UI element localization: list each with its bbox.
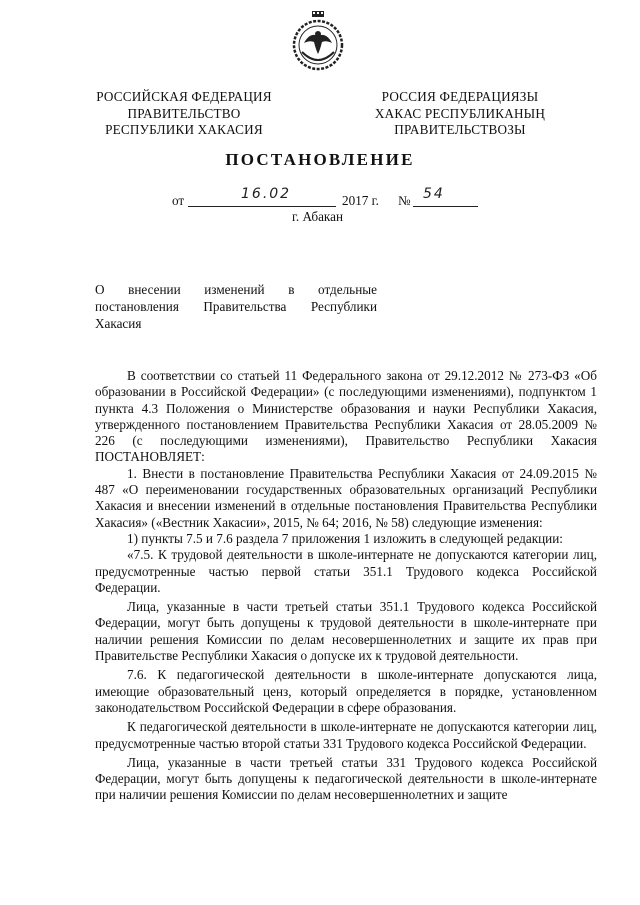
subject-word: Республики	[310, 299, 377, 314]
issuer-line: ПРАВИТЕЛЬСТВО	[127, 105, 241, 121]
body-paragraph: 1) пункты 7.5 и 7.6 раздела 7 приложения 1 изложить в следующей редакции:	[127, 530, 563, 546]
issuer-line: ПРАВИТЕЛЬСТВОЗЫ	[394, 122, 526, 137]
issuer-line: РОССИЙСКАЯ ФЕДЕРАЦИЯ	[96, 89, 272, 104]
issuer-line: РОССИЯ ФЕДЕРАЦИЯЗЫ	[381, 89, 539, 104]
subject-word: внесении	[128, 282, 181, 297]
issuer-line: ХАКАС РЕСПУБЛИКАНЫҢ	[374, 105, 546, 121]
subject-word: постановления	[95, 299, 179, 314]
body-paragraph: В соответствии со статьей 11 Федерального закона от 29.12.2012 № 273-ФЗ «Об образовании в Российской Федерации» (с последующими изменениями), подпунктом 1 пункта 4.3 Положения о Министерстве образования и науки Республики Хакасия, утвержденного постановлением Правительства Республики Хакасия от 28.05.2009 № 226 (с последующими изменениями), Правительство Республики Хакасия ПОСТАНОВЛЯЕТ:	[95, 368, 597, 465]
subject-word: в	[288, 282, 295, 297]
body-paragraph: 1. Внести в постановление Правительства Республики Хакасия от 24.09.2015 № 487 «О переименовании государственных образовательных организаций Республики Хакасия и внесении изменений в отдельные постановления Правительства Республики Хакасия» («Вестник Хакасии», 2015, № 64; 2016, № 58) следующие изменения:	[95, 465, 597, 530]
handwritten-date: 16.02	[241, 186, 292, 202]
number-label: №	[398, 193, 411, 208]
body-paragraph: Лица, указанные в части третьей статьи 331 Трудового кодекса Российской Федерации, могут быть допущены к педагогической деятельности в школе-интернате при наличии решения Комиссии по делам несовершеннолетних и защите	[95, 754, 597, 803]
issuer-khakas	[370, 89, 550, 139]
issuer-russian	[86, 89, 282, 139]
subject-word: Правительства	[203, 299, 287, 314]
city-label: г. Абакан	[292, 209, 344, 224]
document-body	[95, 368, 597, 807]
subject-word: отдельные	[318, 282, 377, 297]
date-underline	[188, 206, 336, 207]
body-paragraph: 7.6. К педагогической деятельности в школе-интернате допускаются лица, имеющие образовательный ценз, который определяется в порядке, установленном законодательством Российской Федерации в сфере образования.	[95, 667, 597, 715]
number-underline	[413, 206, 478, 207]
issuer-line: РЕСПУБЛИКИ ХАКАСИЯ	[105, 122, 263, 137]
date-prefix: от	[172, 193, 185, 208]
coat-of-arms-emblem	[288, 10, 348, 72]
subject-word: Хакасия	[95, 316, 142, 331]
document-subject	[95, 281, 377, 332]
body-paragraph: Лица, указанные в части третьей статьи 351.1 Трудового кодекса Российской Федерации, могут быть допущены к трудовой деятельности в школе-интернате при наличии решения Комиссии по делам несовершеннолетних и защите их прав при Правительстве Республики Хакасия о допуске их к трудовой деятельности.	[95, 599, 597, 664]
subject-word: О	[95, 282, 105, 297]
body-paragraph: «7.5. К трудовой деятельности в школе-интернате не допускаются категории лиц, предусмотренные частью первой статьи 351.1 Трудового кодекса Российской Федерации.	[95, 547, 597, 595]
document-title: ПОСТАНОВЛЕНИЕ	[225, 150, 415, 169]
subject-word: изменений	[204, 282, 265, 297]
year-label: 2017 г.	[342, 193, 379, 208]
handwritten-number: 54	[423, 186, 445, 202]
body-paragraph: К педагогической деятельности в школе-интернате не допускаются категории лиц, предусмотренные частью второй статьи 331 Трудового кодекса Российской Федерации.	[95, 719, 597, 751]
